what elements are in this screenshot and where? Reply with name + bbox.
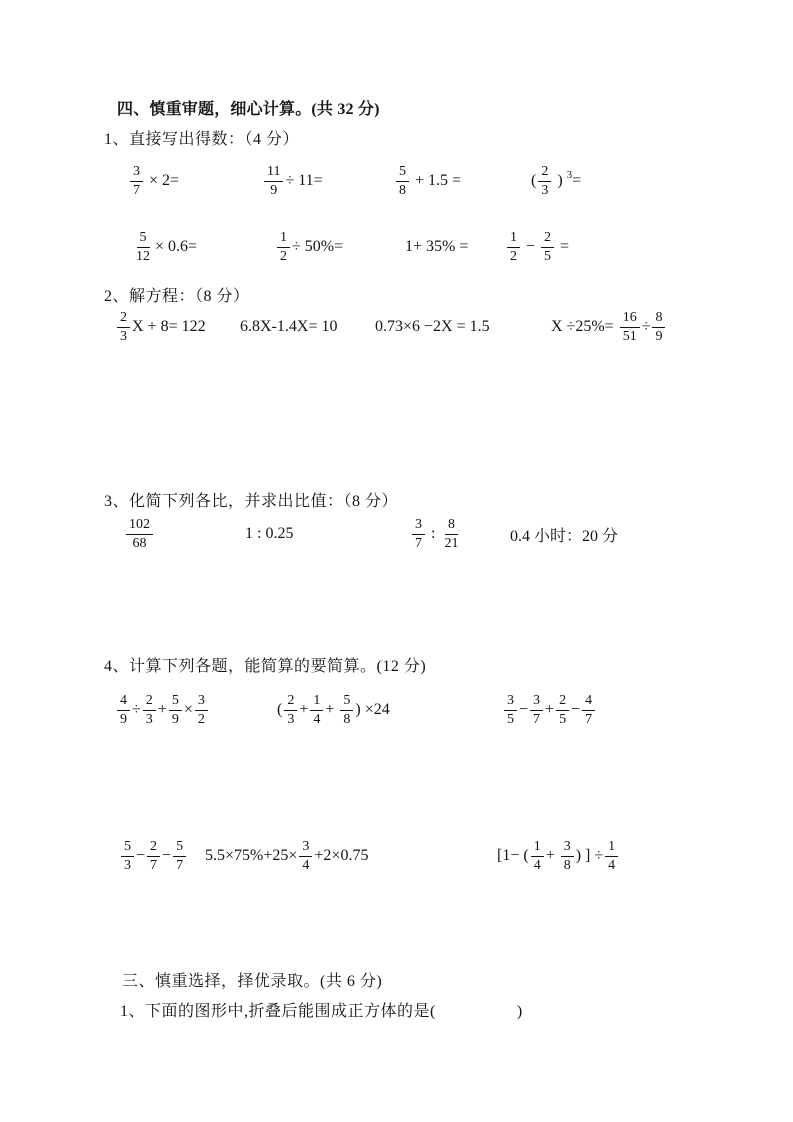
fraction: $\frac{102}{68}$ — [126, 516, 153, 552]
section-four-title: 四、慎重审题，细心计算。(共 32 分) — [117, 101, 380, 118]
fraction: $\frac{2}{5}$ — [541, 229, 554, 265]
fraction: $\frac{1}{2}$ — [277, 229, 290, 265]
fraction: $\frac{4}{9}$ — [117, 692, 130, 728]
direct-calc-expression-4: ( $\frac{2}{3}$ ) $^3$ = — [531, 164, 582, 198]
fraction: $\frac{1}{4}$ — [310, 692, 323, 728]
fraction: $\frac{3}{4}$ — [299, 838, 312, 874]
fraction: $\frac{11}{9}$ — [264, 163, 283, 199]
fraction: $\frac{3}{7}$ — [530, 692, 543, 728]
question-1-label: 1、直接写出得数：（4 分） — [104, 131, 300, 148]
fraction: $\frac{5}{7}$ — [173, 838, 186, 874]
fraction: $\frac{2}{3}$ — [143, 692, 156, 728]
fraction: $\frac{5}{8}$ — [340, 692, 353, 728]
ratio-expression-3: $\frac{3}{7}$ : $\frac{8}{21}$ — [410, 512, 463, 556]
direct-calc-expression-6: $\frac{1}{2}$ ÷ 50%= — [275, 225, 343, 269]
equation-4: X ÷25%= $\frac{16}{51}$ ÷ $\frac{8}{9}$ — [551, 305, 667, 349]
equation-1: $\frac{2}{3}$ X + 8= 122 — [115, 305, 206, 349]
ratio-expression-4: 0.4 小时：20 分 — [510, 527, 619, 545]
fraction: $\frac{3}{7}$ — [412, 516, 425, 552]
question-3-label: 3、化简下列各比，并求出比值：（8 分） — [104, 493, 399, 510]
direct-calc-expression-2: $\frac{11}{9}$ ÷ 11= — [262, 159, 323, 203]
fraction: $\frac{5}{8}$ — [396, 163, 409, 199]
fraction: $\frac{5}{9}$ — [169, 692, 182, 728]
fraction: $\frac{8}{9}$ — [652, 309, 665, 345]
equation-3: 0.73×6 −2X = 1.5 — [375, 318, 490, 335]
fraction: $\frac{2}{3}$ — [538, 163, 551, 199]
equation-2: 6.8X-1.4X= 10 — [240, 318, 338, 335]
question-4-label: 4、计算下列各题，能简算的要简算。(12 分) — [104, 658, 427, 675]
fraction: $\frac{2}{5}$ — [556, 692, 569, 728]
fraction: $\frac{1}{4}$ — [605, 838, 618, 874]
calc-expression-2: ( $\frac{2}{3}$ + $\frac{1}{4}$ + $\frac{5}{8}$ ) ×24 — [277, 693, 390, 727]
fraction: $\frac{3}{8}$ — [561, 838, 574, 874]
fraction: $\frac{3}{5}$ — [504, 692, 517, 728]
fraction: $\frac{1}{2}$ — [507, 229, 520, 265]
question-2-label: 2、解方程：（8 分） — [104, 288, 250, 305]
calc-expression-5: 5.5×75%+25× $\frac{3}{4}$ +2×0.75 — [205, 839, 369, 873]
fraction: $\frac{2}{3}$ — [117, 309, 130, 345]
fraction: $\frac{1}{4}$ — [531, 838, 544, 874]
direct-calc-expression-1: $\frac{3}{7}$ × 2= — [128, 159, 179, 203]
section-three-title: 三、慎重选择，择优录取。(共 6 分) — [122, 973, 383, 990]
direct-calc-expression-8: $\frac{1}{2}$ − $\frac{2}{5}$ = — [505, 225, 569, 269]
ratio-expression-2: 1 : 0.25 — [245, 525, 294, 542]
choice-question-1: 1、下面的图形中,折叠后能围成正方体的是( ) — [120, 1003, 523, 1020]
direct-calc-expression-5: $\frac{5}{12}$ × 0.6= — [131, 225, 197, 269]
calc-expression-1: $\frac{4}{9}$ ÷ $\frac{2}{3}$ + $\frac{5}{9}$ × $\frac{3}{2}$ — [115, 688, 210, 732]
fraction: $\frac{2}{7}$ — [147, 838, 160, 874]
direct-calc-expression-7: 1+ 35% = — [405, 238, 469, 255]
fraction: $\frac{5}{12}$ — [136, 230, 150, 264]
calc-expression-6: [1− ( $\frac{1}{4}$ + $\frac{3}{8}$ ) ] ÷ $\frac{1}{4}$ — [497, 834, 620, 878]
fraction: $\frac{8}{21}$ — [444, 517, 459, 551]
ratio-expression-1 — [124, 512, 155, 556]
calc-expression-3: $\frac{3}{5}$ − $\frac{3}{7}$ + $\frac{2}{5}$ − $\frac{4}{7}$ — [502, 688, 597, 732]
fraction: $\frac{5}{3}$ — [121, 838, 134, 874]
calc-expression-4: $\frac{5}{3}$ − $\frac{2}{7}$ − $\frac{5}{7}$ — [119, 834, 188, 878]
fraction: $\frac{3}{2}$ — [195, 692, 208, 728]
direct-calc-expression-3: $\frac{5}{8}$ + 1.5 = — [394, 159, 461, 203]
fraction: $\frac{16}{51}$ — [620, 309, 640, 345]
fraction: $\frac{4}{7}$ — [582, 692, 595, 728]
fraction: $\frac{2}{3}$ — [284, 692, 297, 728]
fraction: $\frac{3}{7}$ — [130, 163, 143, 199]
